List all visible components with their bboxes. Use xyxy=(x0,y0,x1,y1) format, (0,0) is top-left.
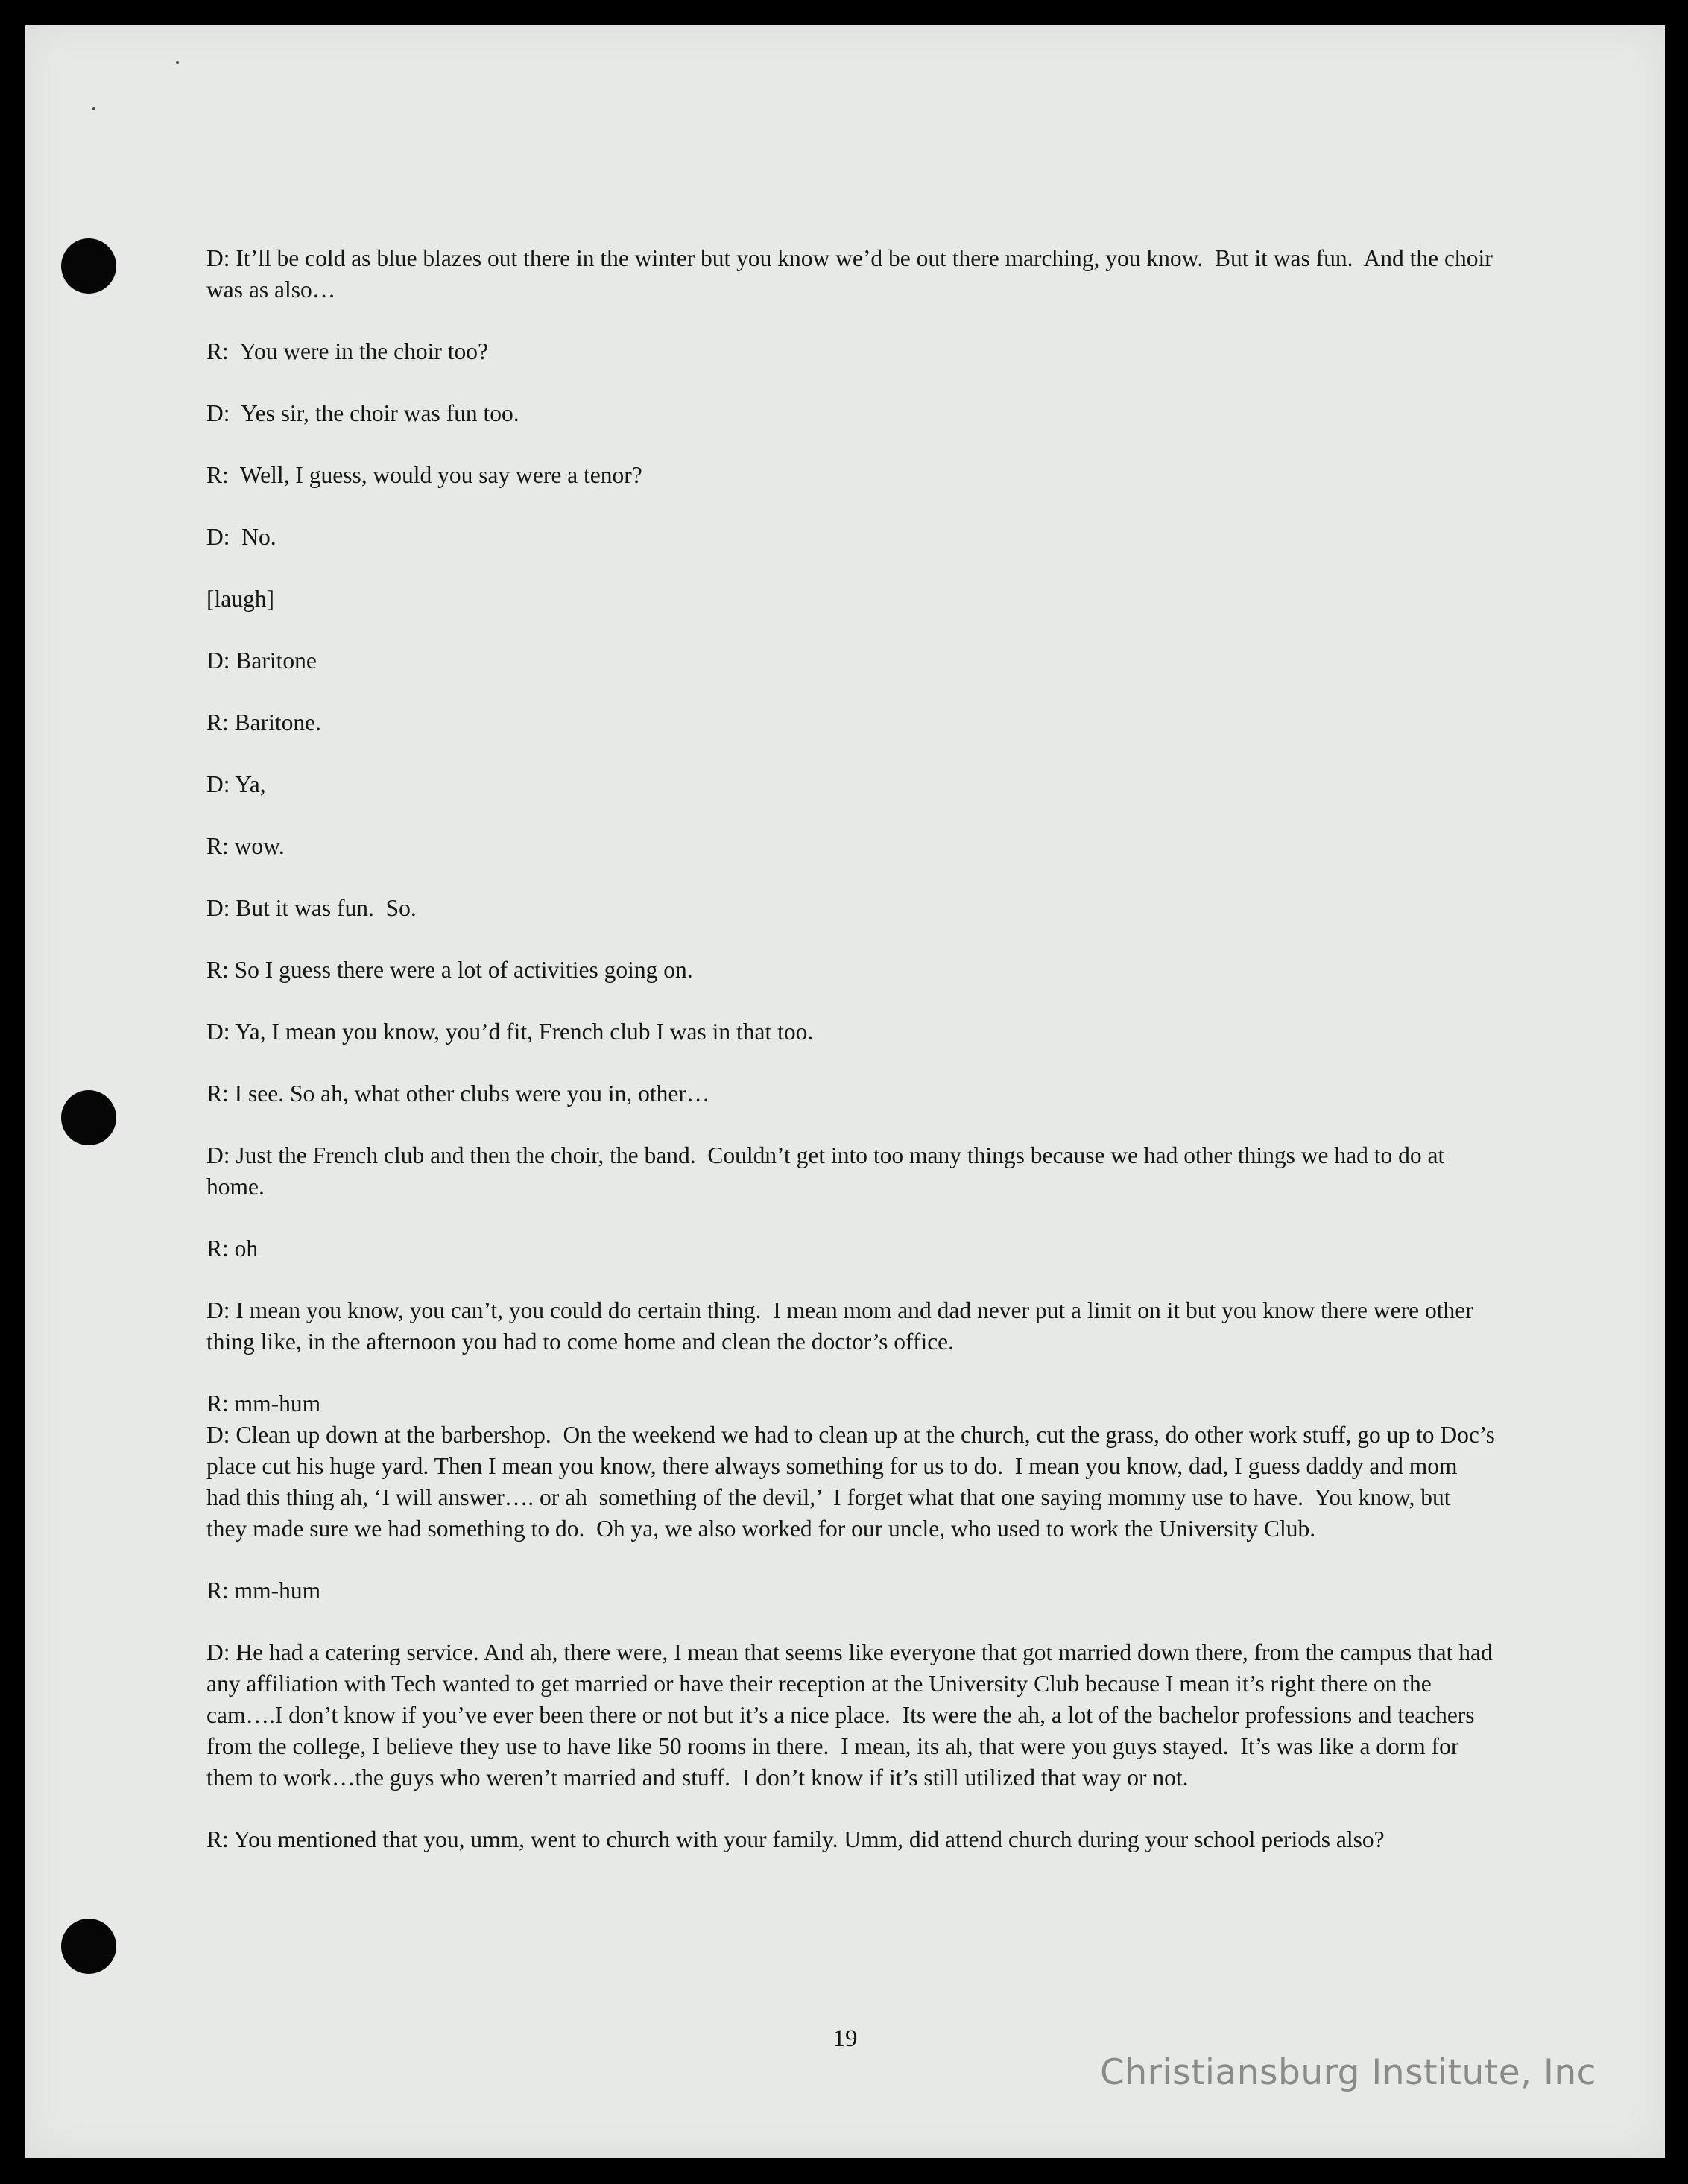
transcript-line: D: Ya, xyxy=(206,771,266,797)
document-page xyxy=(25,25,1665,2158)
paper-speck xyxy=(92,107,95,110)
transcript-line: D: No. xyxy=(206,524,276,550)
transcript-body xyxy=(206,243,1501,1886)
transcript-line: R: You were in the choir too? xyxy=(206,338,488,364)
transcript-line: R: I see. So ah, what other clubs were you in, other… xyxy=(206,1080,710,1107)
transcript-line: R: mm-hum xyxy=(206,1577,321,1604)
transcript-line: D: But it was fun. So. xyxy=(206,895,417,921)
page-number: 19 xyxy=(832,2025,858,2052)
punch-hole xyxy=(61,238,116,294)
transcript-line: R: So I guess there were a lot of activities going on. xyxy=(206,957,693,983)
transcript-line: D: Baritone xyxy=(206,648,317,674)
punch-hole xyxy=(61,1090,116,1145)
transcript-line: R: wow. xyxy=(206,833,285,859)
transcript-line: D: He had a catering service. And ah, there were, I mean that seems like everyone that got married down there, from the campus that had any affiliation with Tech wanted to get married or have their reception at the University Club because I mean it’s right there on the cam….I don’t know if you’ve ever been there or not but it’s a nice place. Its were the ah, a lot of the bachelor professions and teachers from the college, I believe they use to have like 50 rooms in there. I mean, its ah, that were you guys stayed. It’s was like a dorm for them to work…the guys who weren’t married and stuff. I don’t know if it’s still utilized that way or not. xyxy=(206,1639,1499,1791)
watermark: Christiansburg Institute, Inc xyxy=(1100,2052,1596,2093)
transcript-line: [laugh] xyxy=(206,586,274,612)
paper-speck xyxy=(176,61,179,64)
transcript-line: D: It’ll be cold as blue blazes out there in the winter but you know we’d be out there marching, you know. But it was fun. And the choir was as also… xyxy=(206,245,1499,303)
transcript-line: D: Just the French club and then the choir, the band. Couldn’t get into too many things because we had other things we had to do at home. xyxy=(206,1142,1451,1200)
punch-hole xyxy=(61,1919,116,1974)
transcript-line: R: oh xyxy=(206,1235,259,1262)
transcript-line: R: Baritone. xyxy=(206,709,321,735)
transcript-line: D: Ya, I mean you know, you’d fit, French club I was in that too. xyxy=(206,1019,814,1045)
transcript-line: R: Well, I guess, would you say were a tenor? xyxy=(206,462,642,488)
transcript-line: D: Clean up down at the barbershop. On the weekend we had to clean up at the church, cut the grass, do other work stuff, go up to Doc’s place cut his huge yard. Then I mean you know, there always something for us to do. I mean you know, dad, I guess daddy and mom had this thing ah, ‘I will answer…. or ah something of the devil,’ I forget what that one saying mommy use to have. You know, but they made sure we had something to do. Oh ya, we also worked for our uncle, who used to work the University Club. xyxy=(206,1422,1501,1542)
transcript-line: R: You mentioned that you, umm, went to church with your family. Umm, did attend church during your school periods also? xyxy=(206,1826,1385,1852)
transcript-line: R: mm-hum xyxy=(206,1390,321,1417)
transcript-line: D: I mean you know, you can’t, you could do certain thing. I mean mom and dad never put a limit on it but you know there were other thing like, in the afternoon you had to come home and clean the doctor’s office. xyxy=(206,1297,1479,1355)
transcript-line: D: Yes sir, the choir was fun too. xyxy=(206,400,519,426)
